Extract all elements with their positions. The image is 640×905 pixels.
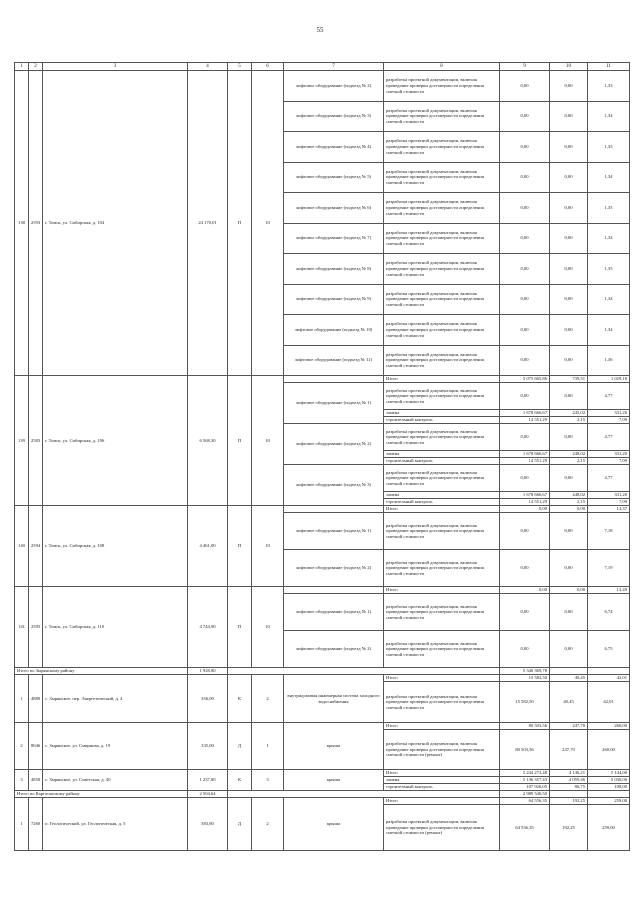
work-type-cell xyxy=(284,550,384,587)
total-label: Итого xyxy=(384,675,500,682)
value-cell: 6,74 xyxy=(588,594,630,631)
column-number: 6 xyxy=(252,63,284,71)
value-cell: 80 503,56 xyxy=(500,730,550,770)
work-desc: разработка проектной документации, включая проведение проверки достоверности определения сметной стоимости xyxy=(384,71,500,102)
value-cell: 7,18 xyxy=(588,513,630,550)
value-cell: 1,34 xyxy=(588,284,630,315)
column-number: 7 xyxy=(284,63,384,71)
value-cell: 0,00 xyxy=(550,315,588,346)
house-addr: г. Томск, ул. Сибирская, д. 106 xyxy=(43,376,188,506)
work-type-text: лифтовое оборудование (подъезд № xyxy=(295,609,367,615)
work-desc: разработка проектной документации, включая проведение проверки достоверности определения сметной стоимости xyxy=(384,162,500,193)
value-cell: 1,35 xyxy=(588,254,630,285)
column-number: 8 xyxy=(384,63,500,71)
house-code: 2593 xyxy=(29,71,43,376)
work-desc: разработка проектной документации, включая проведение проверки достоверности определения сметной стоимости xyxy=(384,223,500,254)
table-row xyxy=(15,723,630,730)
value-cell: 260,00 xyxy=(588,730,630,770)
value-cell: 0,00 xyxy=(550,162,588,193)
page-number: 55 xyxy=(316,26,324,34)
value-cell: 0,00 xyxy=(550,631,588,668)
value-cell: 259,00 xyxy=(588,805,630,851)
house-addr: с. Зырянское, пер. Энергетический, д. 4 xyxy=(43,675,188,723)
work-type-cell: внутридомовая инженерная система холодного водоснабжения xyxy=(284,675,384,723)
work-type-cell xyxy=(284,254,384,285)
entrance-number: 1) xyxy=(367,609,372,615)
value-cell: 4,77 xyxy=(588,465,630,492)
work-type-text: лифтовое оборудование (подъезд № xyxy=(295,265,367,271)
house-area: 4 461,00 xyxy=(188,506,228,587)
value-cell: 245,02 xyxy=(550,410,588,417)
house-f: 2 xyxy=(252,675,284,723)
value-cell: 247,70 xyxy=(550,723,588,730)
house-area: 4 744,90 xyxy=(188,587,228,668)
table-row xyxy=(15,376,630,383)
subtotal-label: Итого по Зырянскому району xyxy=(15,668,188,675)
house-n: 1 xyxy=(15,675,29,723)
value-cell: 331,20 xyxy=(588,451,630,458)
table-body xyxy=(15,63,630,851)
column-number: 1 xyxy=(15,63,29,71)
value-cell: 4 146,21 xyxy=(550,770,588,777)
entrance-number: 1) xyxy=(367,528,372,534)
work-type-text: лифтовое оборудование (подъезд № xyxy=(295,82,367,88)
work-desc: замена xyxy=(384,410,500,417)
work-type-cell xyxy=(284,383,384,424)
house-n: 141 xyxy=(15,587,29,668)
value-cell: 0,00 xyxy=(550,550,588,587)
entrance-number: 2) xyxy=(367,82,372,88)
work-type-text: лифтовое оборудование (подъезд № xyxy=(295,528,367,534)
work-type-text: лифтовое оборудование (подъезд № xyxy=(295,143,367,149)
subtotal-area: 1 928,80 xyxy=(188,668,228,675)
empty-cell xyxy=(588,668,630,675)
value-cell: 1,34 xyxy=(588,223,630,254)
value-cell: 259,00 xyxy=(588,798,630,805)
house-code: 2594 xyxy=(29,506,43,587)
table-row xyxy=(15,71,630,102)
total-label: Итого xyxy=(384,723,500,730)
work-desc: разработка проектной документации, включая проведение проверки достоверности определения сметной стоимости xyxy=(384,682,500,723)
column-number: 4 xyxy=(188,63,228,71)
house-f: 3 xyxy=(252,770,284,791)
work-type-text: лифтовое оборудование (подъезд № xyxy=(295,296,367,302)
column-number: 11 xyxy=(588,63,630,71)
empty-cell xyxy=(228,791,500,798)
value-cell: 0,00 xyxy=(500,383,550,410)
work-desc: разработка проектной документации, включая проведение проверки достоверности определения сметной стоимости xyxy=(384,550,500,587)
work-type-text: лифтовое оборудование (подъезд № xyxy=(295,482,367,488)
value-cell: 247,70 xyxy=(550,730,588,770)
entrance-number: 3) xyxy=(367,113,372,119)
work-type-cell xyxy=(284,631,384,668)
value-cell: 0,00 xyxy=(500,513,550,550)
value-cell: 14 551,29 xyxy=(500,499,550,506)
house-w: Д xyxy=(228,723,252,770)
value-cell: 0,00 xyxy=(550,254,588,285)
value-cell: 0,00 xyxy=(500,254,550,285)
value-cell: 80 503,56 xyxy=(500,723,550,730)
value-cell: 1,35 xyxy=(588,132,630,163)
value-cell: 1,36 xyxy=(588,345,630,376)
work-type-cell xyxy=(284,101,384,132)
house-n: 139 xyxy=(15,376,29,506)
value-cell: 15 582,50 xyxy=(500,675,550,682)
value-cell: 0,00 xyxy=(500,315,550,346)
value-cell: 5 144,00 xyxy=(588,770,630,777)
value-cell: 1,34 xyxy=(588,315,630,346)
value-cell: 1,35 xyxy=(588,193,630,224)
value-cell: 0,00 xyxy=(500,506,550,513)
total-label: Итого xyxy=(384,376,500,383)
value-cell: 192,25 xyxy=(550,805,588,851)
house-area: 335,00 xyxy=(188,723,228,770)
value-cell: 1,34 xyxy=(588,162,630,193)
value-cell: 0,00 xyxy=(500,132,550,163)
value-cell: 1 029,18 xyxy=(588,376,630,383)
header-row xyxy=(15,63,630,71)
value-cell: 0,00 xyxy=(500,587,550,594)
empty-cell xyxy=(284,506,384,513)
value-cell: 0,00 xyxy=(500,101,550,132)
value-cell: 0,00 xyxy=(550,506,588,513)
house-n: 138 xyxy=(15,71,29,376)
empty-cell xyxy=(284,376,384,383)
entrance-number: 8) xyxy=(367,265,372,271)
work-type-cell xyxy=(284,594,384,631)
total-label: Итого xyxy=(384,798,500,805)
value-cell: 0,00 xyxy=(500,424,550,451)
table-row xyxy=(15,675,630,682)
work-type-text: лифтовое оборудование (подъезд № xyxy=(295,204,367,210)
work-desc: разработка проектной документации, включая проведение проверки достоверности определения сметной стоимости xyxy=(384,315,500,346)
value-cell: 5 036,00 xyxy=(588,777,630,784)
subtotal-row xyxy=(15,791,630,798)
repair-program-table xyxy=(14,62,630,851)
entrance-number: 5) xyxy=(367,174,372,180)
value-cell: 2,15 xyxy=(550,417,588,424)
value-cell: 0,00 xyxy=(550,345,588,376)
table-row xyxy=(15,506,630,513)
house-addr: п. Геологический, ул. Геологическая, д. 5 xyxy=(43,798,188,851)
work-desc: разработка проектной документации, включая проведение проверки достоверности определения сметной стоимости xyxy=(384,513,500,550)
work-type-cell xyxy=(284,315,384,346)
value-cell: 108,00 xyxy=(588,784,630,791)
empty-cell xyxy=(550,668,588,675)
table-row xyxy=(15,798,630,805)
value-cell: 7,09 xyxy=(588,458,630,465)
entrance-number: 10) xyxy=(366,326,373,332)
work-type-text: лифтовое оборудование (подъезд № xyxy=(295,565,367,571)
empty-cell xyxy=(550,791,588,798)
entrance-number: 7) xyxy=(367,235,372,241)
work-desc: разработка проектной документации, включая проведение проверки достоверности определения сметной стоимости (ремонт) xyxy=(384,805,500,851)
column-number: 9 xyxy=(500,63,550,71)
house-f: 1 xyxy=(252,723,284,770)
house-w: К xyxy=(228,770,252,791)
subtotal-area: 2 504,64 xyxy=(188,791,228,798)
work-desc: замена xyxy=(384,777,500,784)
entrance-number: 2) xyxy=(367,646,372,652)
value-cell: 86,75 xyxy=(550,784,588,791)
value-cell: 0,00 xyxy=(550,424,588,451)
value-cell: 331,20 xyxy=(588,410,630,417)
total-label: Итого xyxy=(384,587,500,594)
value-cell: 40,45 xyxy=(550,675,588,682)
work-type-text: лифтовое оборудование (подъезд № xyxy=(294,357,366,363)
house-w: Д xyxy=(228,798,252,851)
work-type-cell xyxy=(284,465,384,506)
value-cell: 5 340 369,78 xyxy=(500,668,550,675)
value-cell: 0,00 xyxy=(550,465,588,492)
value-cell: 15 582,50 xyxy=(500,682,550,723)
value-cell: 4,77 xyxy=(588,383,630,410)
work-desc: разработка проектной документации, включая проведение проверки достоверности определения сметной стоимости (ремонт) xyxy=(384,730,500,770)
value-cell: 1,33 xyxy=(588,71,630,102)
value-cell: 64 556,35 xyxy=(500,798,550,805)
value-cell: 42,01 xyxy=(588,682,630,723)
work-type-text: лифтовое оборудование (подъезд № xyxy=(295,113,367,119)
house-w: К xyxy=(228,675,252,723)
value-cell: 107 926,05 xyxy=(500,784,550,791)
work-desc: строительный контроль xyxy=(384,784,500,791)
value-cell: 0,00 xyxy=(500,594,550,631)
house-addr: г. Томск, ул. Сибирская, д. 110 xyxy=(43,587,188,668)
value-cell: 5 075 665,86 xyxy=(500,376,550,383)
value-cell: 14 551,29 xyxy=(500,458,550,465)
work-desc: разработка проектной документации, включая проведение проверки достоверности определения сметной стоимости xyxy=(384,383,500,410)
work-type-cell xyxy=(284,284,384,315)
value-cell: 0,00 xyxy=(550,132,588,163)
house-f: 10 xyxy=(252,506,284,587)
house-addr: с. Зырянское, ул. Советская, д. 40 xyxy=(43,770,188,791)
value-cell: 0,00 xyxy=(500,345,550,376)
value-cell: 0,00 xyxy=(550,101,588,132)
work-desc: разработка проектной документации, включая проведение проверки достоверности определения сметной стоимости xyxy=(384,254,500,285)
value-cell: 14 551,29 xyxy=(500,417,550,424)
value-cell: 248,02 xyxy=(550,451,588,458)
value-cell: 7,09 xyxy=(588,417,630,424)
house-n: 3 xyxy=(15,770,29,791)
work-type-cell xyxy=(284,513,384,550)
value-cell: 4 059,46 xyxy=(550,777,588,784)
work-desc: разработка проектной документации, включая проведение проверки достоверности определения сметной стоимости xyxy=(384,101,500,132)
house-w: П xyxy=(228,376,252,506)
house-addr: с. Зырянское, ул. Смирнова, д. 19 xyxy=(43,723,188,770)
value-cell: 0,00 xyxy=(500,631,550,668)
work-type-cell xyxy=(284,162,384,193)
house-code: 7260 xyxy=(29,798,43,851)
empty-cell xyxy=(588,791,630,798)
work-type-text: лифтовое оборудование (подъезд № xyxy=(295,441,367,447)
house-code: 2595 xyxy=(29,587,43,668)
work-type-text: лифтовое оборудование (подъезд № xyxy=(295,235,367,241)
value-cell: 0,00 xyxy=(550,71,588,102)
value-cell: 0,00 xyxy=(500,284,550,315)
entrance-number: 2) xyxy=(367,441,372,447)
house-w: П xyxy=(228,506,252,587)
value-cell: 0,00 xyxy=(500,193,550,224)
house-area: 356,00 xyxy=(188,675,228,723)
entrance-number: 9) xyxy=(367,296,372,302)
value-cell: 0,00 xyxy=(500,465,550,492)
value-cell: 2,15 xyxy=(550,458,588,465)
work-type-cell xyxy=(284,424,384,465)
house-area: 1 237,80 xyxy=(188,770,228,791)
house-area: 24 170,01 xyxy=(188,71,228,376)
work-desc: разработка проектной документации, включая проведение проверки достоверности определения сметной стоимости xyxy=(384,132,500,163)
column-number: 3 xyxy=(43,63,188,71)
house-n: 2 xyxy=(15,723,29,770)
value-cell: 7,09 xyxy=(588,499,630,506)
value-cell: 1 678 666,67 xyxy=(500,451,550,458)
column-number: 5 xyxy=(228,63,252,71)
house-code: 2583 xyxy=(29,376,43,506)
value-cell: 2 989 540,50 xyxy=(500,791,550,798)
value-cell: 1 678 666,67 xyxy=(500,410,550,417)
work-desc: разработка проектной документации, включая проведение проверки достоверности определения сметной стоимости xyxy=(384,345,500,376)
value-cell: 0,00 xyxy=(550,383,588,410)
work-type-cell xyxy=(284,132,384,163)
table-row xyxy=(15,770,630,777)
empty-cell xyxy=(228,668,500,675)
column-number: 10 xyxy=(550,63,588,71)
value-cell: 6,75 xyxy=(588,631,630,668)
work-type-cell xyxy=(284,193,384,224)
value-cell: 5 244 273,48 xyxy=(500,770,550,777)
value-cell: 192,25 xyxy=(550,798,588,805)
value-cell: 0,00 xyxy=(550,193,588,224)
work-type-cell xyxy=(284,345,384,376)
work-desc: разработка проектной документации, включая проведение проверки достоверности определения сметной стоимости xyxy=(384,284,500,315)
column-number: 2 xyxy=(29,63,43,71)
work-type-cell xyxy=(284,71,384,102)
work-type-cell xyxy=(284,223,384,254)
value-cell: 260,00 xyxy=(588,723,630,730)
house-code: 4889 xyxy=(29,675,43,723)
house-w: П xyxy=(228,71,252,376)
total-label: Итого xyxy=(384,506,500,513)
house-n: 1 xyxy=(15,798,29,851)
house-w: П xyxy=(228,587,252,668)
value-cell: 0,00 xyxy=(550,594,588,631)
value-cell: 0,00 xyxy=(500,223,550,254)
table-row xyxy=(15,587,630,594)
value-cell: 42,01 xyxy=(588,675,630,682)
value-cell: 0,00 xyxy=(550,223,588,254)
work-desc: разработка проектной документации, включая проведение проверки достоверности определения сметной стоимости xyxy=(384,594,500,631)
house-f: 10 xyxy=(252,587,284,668)
house-code: 4850 xyxy=(29,770,43,791)
value-cell: 13,49 xyxy=(588,587,630,594)
work-type-cell: крыша xyxy=(284,798,384,851)
house-n: 140 xyxy=(15,506,29,587)
house-area: 6 568,30 xyxy=(188,376,228,506)
value-cell: 248,02 xyxy=(550,492,588,499)
entrance-number: 4) xyxy=(367,143,372,149)
value-cell: 1 678 666,67 xyxy=(500,492,550,499)
value-cell: 0,00 xyxy=(550,513,588,550)
empty-cell xyxy=(284,587,384,594)
subtotal-label: Итого по Каргасокскому району xyxy=(15,791,188,798)
house-f: 10 xyxy=(252,376,284,506)
value-cell: 2,15 xyxy=(550,499,588,506)
entrance-number: 11) xyxy=(366,357,373,363)
entrance-number: 3) xyxy=(367,482,372,488)
house-addr: г. Томск, ул. Сибирская, д. 108 xyxy=(43,506,188,587)
work-desc: строительный контроль xyxy=(384,458,500,465)
house-f: 10 xyxy=(252,71,284,376)
work-type-cell: крыша xyxy=(284,723,384,770)
work-desc: разработка проектной документации, включая проведение проверки достоверности определения сметной стоимости xyxy=(384,424,500,451)
value-cell: 7,19 xyxy=(588,550,630,587)
work-type-text: лифтовое оборудование (подъезд № xyxy=(295,400,367,406)
value-cell: 0,00 xyxy=(550,284,588,315)
house-addr: г. Томск, ул. Сибирская, д. 104 xyxy=(43,71,188,376)
subtotal-row xyxy=(15,668,630,675)
house-area: 383,80 xyxy=(188,798,228,851)
value-cell: 739,51 xyxy=(550,376,588,383)
value-cell: 64 556,35 xyxy=(500,805,550,851)
value-cell: 5 136 357,43 xyxy=(500,777,550,784)
work-type-text: лифтовое оборудование (подъезд № xyxy=(295,174,367,180)
work-type-text: лифтовое оборудование (подъезд № xyxy=(295,646,367,652)
work-desc: разработка проектной документации, включая проведение проверки достоверности определения сметной стоимости xyxy=(384,465,500,492)
house-f: 2 xyxy=(252,798,284,851)
value-cell: 0,00 xyxy=(500,162,550,193)
work-desc: разработка проектной документации, включая проведение проверки достоверности определения сметной стоимости xyxy=(384,193,500,224)
value-cell: 331,20 xyxy=(588,492,630,499)
work-desc: замена xyxy=(384,451,500,458)
work-desc: строительный контроль xyxy=(384,417,500,424)
value-cell: 14,37 xyxy=(588,506,630,513)
entrance-number: 6) xyxy=(367,204,372,210)
work-desc: разработка проектной документации, включая проведение проверки достоверности определения сметной стоимости xyxy=(384,631,500,668)
value-cell: 4,77 xyxy=(588,424,630,451)
entrance-number: 2) xyxy=(367,565,372,571)
work-type-text: лифтовое оборудование (подъезд № xyxy=(294,326,365,332)
value-cell: 0,00 xyxy=(500,71,550,102)
value-cell: 0,00 xyxy=(550,587,588,594)
value-cell: 1,34 xyxy=(588,101,630,132)
work-desc: замена xyxy=(384,492,500,499)
value-cell: 0,00 xyxy=(500,550,550,587)
work-desc: строительный контроль xyxy=(384,499,500,506)
total-label: Итого xyxy=(384,770,500,777)
value-cell: 40,45 xyxy=(550,682,588,723)
work-type-cell: крыша xyxy=(284,770,384,791)
house-code: 8046 xyxy=(29,723,43,770)
entrance-number: 1) xyxy=(367,400,372,406)
